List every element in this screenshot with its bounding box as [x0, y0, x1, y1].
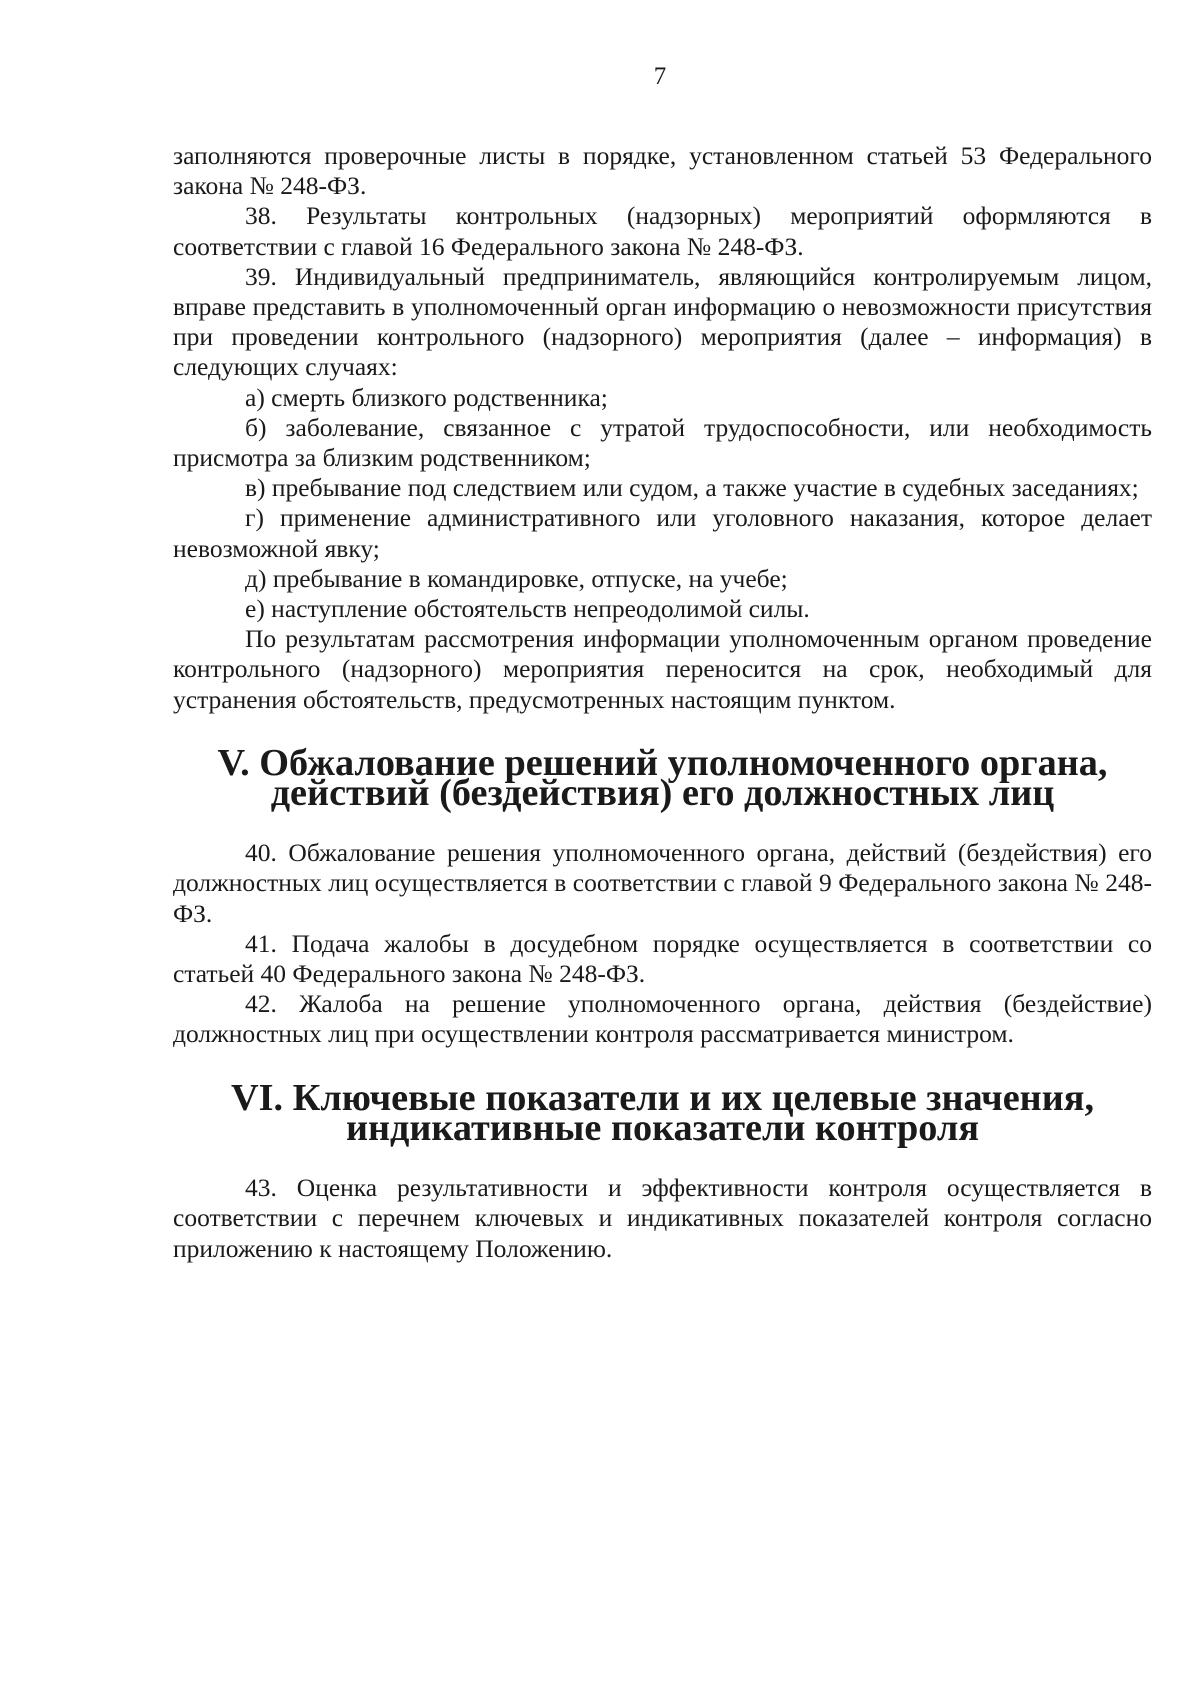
paragraph-item-39: 39. Индивидуальный предприниматель, являющийся контролируемым лицом, вправе представить в уполномоченный орган информацию о невозможности присутствия при проведении контрольного (надзорного) мероприятия (далее – информация) в следующих случаях: [173, 261, 1152, 382]
list-item-e: е) наступление обстоятельств непреодолимой силы. [245, 594, 810, 624]
document-body [173, 141, 1152, 1264]
list-item-g: г) применение административного или уголовного наказания, которое делает невозможной явку; [173, 503, 1152, 563]
section-heading-5: V. Обжалование решений уполномоченного органа, действий (бездействия) его должностных лиц [217, 741, 1108, 815]
paragraph-item-40: 40. Обжалование решения уполномоченного органа, действий (бездействия) его должностных лиц осуществляется в соответствии с главой 9 Федерального закона № 248-ФЗ. [173, 838, 1152, 928]
section-heading-6: VI. Ключевые показатели и их целевые значения, индикативные показатели контроля [230, 1076, 1094, 1149]
paragraph-item-43: 43. Оценка результативности и эффективности контроля осуществляется в соответствии с перечнем ключевых и индикативных показателей контроля согласно приложению к настоящему Положению. [173, 1173, 1152, 1263]
list-item-a: а) смерть близкого родственника; [245, 382, 608, 412]
list-item-b: б) заболевание, связанное с утратой трудоспособности, или необходимость присмотра за близким родственником; [173, 412, 1152, 473]
paragraph-continuation: заполняются проверочные листы в порядке, установленном статьей 53 Федерального закона № 248-ФЗ. [173, 141, 1152, 201]
list-item-d: д) пребывание в командировке, отпуске, на учебе; [245, 563, 788, 593]
list-item-v: в) пребывание под следствием или судом, а также участие в судебных заседаниях; [245, 473, 1139, 503]
paragraph-item-38: 38. Результаты контрольных (надзорных) мероприятий оформляются в соответствии с главой 16 Федерального закона № 248-ФЗ. [173, 201, 1152, 261]
paragraph-item-42: 42. Жалоба на решение уполномоченного органа, действия (бездействие) должностных лиц при осуществлении контроля рассматривается министром. [173, 989, 1152, 1049]
paragraph-item-41: 41. Подача жалобы в досудебном порядке осуществляется в соответствии со статьей 40 Федерального закона № 248-ФЗ. [173, 928, 1152, 989]
paragraph-postponement: По результатам рассмотрения информации уполномоченным органом проведение контрольного (надзорного) мероприятия переносится на срок, необходимый для устранения обстоятельств, предусмотренных настоящим пунктом. [173, 624, 1152, 714]
page-number: 7 [653, 63, 667, 90]
